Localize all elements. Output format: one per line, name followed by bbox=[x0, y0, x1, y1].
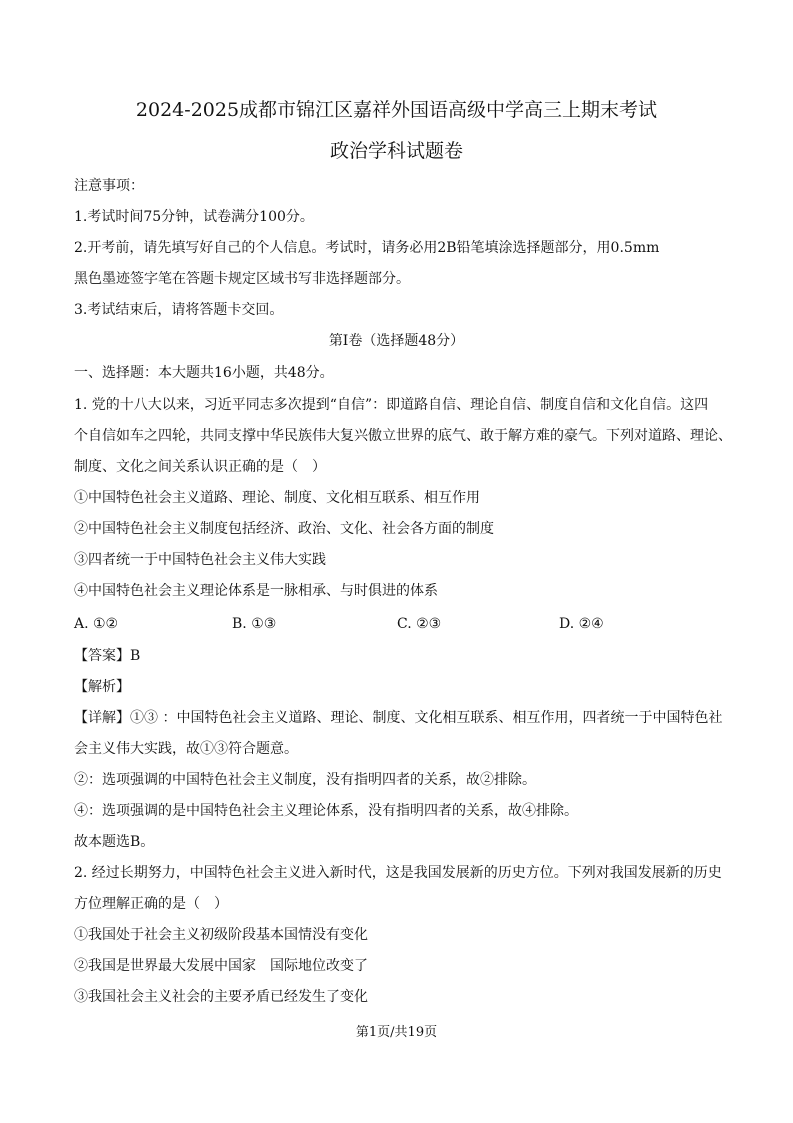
q1-answer: 【答案】B bbox=[74, 648, 141, 664]
volume-title: 第Ⅰ卷（选择题48分） bbox=[328, 333, 465, 349]
q1-detail: 【详解】①③ ：中国特色社会主义道路、理论、制度、文化相互联系、相互作用，四者统一于中国特色社 bbox=[74, 710, 723, 726]
q2-stem-cont: 方位理解正确的是（ ） bbox=[74, 896, 228, 912]
q1-stem-cont: 个自信如车之四轮，共同支撑中华民族伟大复兴傲立世界的底气、敢于解方难的豪气。下列对道路、理论、 bbox=[74, 428, 732, 444]
q1-detail-option-4: ④：选项强调的是中国特色社会主义理论体系，没有指明四者的关系，故④排除。 bbox=[74, 803, 578, 819]
exam-title: 2024-2025成都市锦江区嘉祥外国语高级中学高三上期末考试 bbox=[135, 99, 658, 121]
q1-option-c: C. ②③ bbox=[397, 616, 442, 632]
q1-statement-3: ③四者统一于中国特色社会主义伟大实践 bbox=[74, 552, 326, 568]
q1-statement-2: ②中国特色社会主义制度包括经济、政治、文化、社会各方面的制度 bbox=[74, 521, 494, 537]
q1-conclusion: 故本题选B。 bbox=[74, 834, 155, 850]
q1-stem-cont: 制度、文化之间关系认识正确的是（ ） bbox=[74, 459, 326, 475]
q1-option-b: B. ①③ bbox=[232, 616, 277, 632]
exam-subtitle: 政治学科试题卷 bbox=[329, 140, 463, 162]
q1-detail-cont: 会主义伟大实践，故①③符合题意。 bbox=[74, 741, 298, 757]
q2-statement-1: ①我国处于社会主义初级阶段基本国情没有变化 bbox=[74, 927, 368, 943]
q2-stem: 2. 经过长期努力，中国特色社会主义进入新时代，这是我国发展新的历史方位。下列对我国发展新的历史 bbox=[74, 865, 722, 881]
part-title: 一、选择题：本大题共16小题，共48分。 bbox=[74, 365, 334, 381]
q1-option-a: A. ①② bbox=[74, 616, 119, 632]
q1-statement-4: ④中国特色社会主义理论体系是一脉相承、与时俱进的体系 bbox=[74, 583, 438, 599]
q2-statement-2: ②我国是世界最大发展中国家 国际地位改变了 bbox=[74, 958, 368, 974]
notice-item-2: 2.开考前，请先填写好自己的个人信息。考试时，请务必用2B铅笔填涂选择题部分，用0.5mm bbox=[74, 240, 660, 256]
notice-item-1: 1.考试时间75分钟，试卷满分100分。 bbox=[74, 209, 314, 225]
q2-statement-3: ③我国社会主义社会的主要矛盾已经发生了变化 bbox=[74, 989, 368, 1005]
q1-statement-1: ①中国特色社会主义道路、理论、制度、文化相互联系、相互作用 bbox=[74, 490, 480, 506]
notice-item-2-cont: 黑色墨迹签字笔在答题卡规定区域书写非选择题部分。 bbox=[74, 271, 410, 287]
q1-detail-option-2: ②：选项强调的中国特色社会主义制度，没有指明四者的关系，故②排除。 bbox=[74, 772, 536, 788]
notice-heading: 注意事项： bbox=[74, 178, 144, 194]
q1-option-d: D. ②④ bbox=[559, 616, 604, 632]
page-footer: 第1页/共19页 bbox=[355, 1025, 438, 1040]
notice-item-3: 3.考试结束后，请将答题卡交回。 bbox=[74, 302, 284, 318]
q1-analysis-label: 【解析】 bbox=[74, 679, 130, 695]
q1-stem: 1. 党的十八大以来，习近平同志多次提到“自信”：即道路自信、理论自信、制度自信和文化自信。这四 bbox=[74, 397, 709, 413]
